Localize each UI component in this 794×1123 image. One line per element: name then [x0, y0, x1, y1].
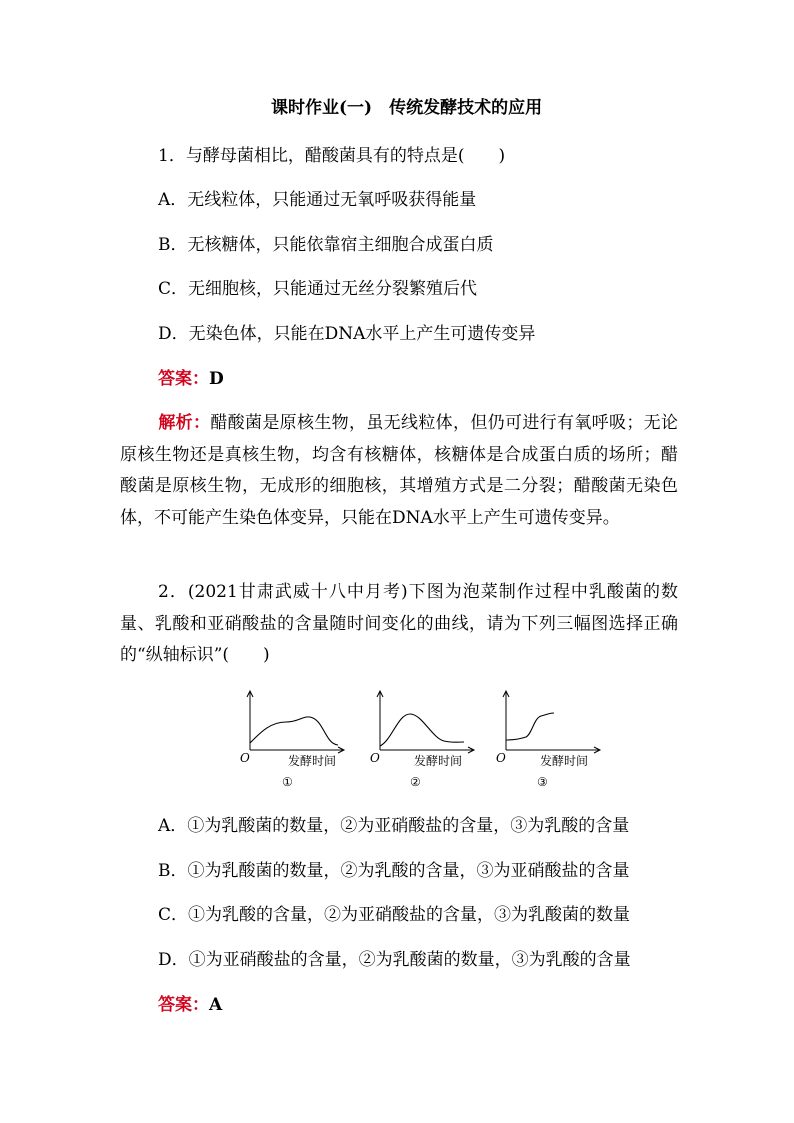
q1-option-d: D．无染色体，只能在DNA水平上产生可遗传变异 [158, 324, 536, 344]
x-axis-label: 发酵时间 [288, 754, 337, 768]
figure-3-graph [494, 688, 604, 793]
q2-source: (2021甘肃武威十八中月考) [187, 582, 408, 602]
answer-label: 答案： [158, 995, 209, 1015]
q1-option-c: C．无细胞核，只能通过无丝分裂繁殖后代 [158, 279, 478, 299]
q2-number: 2． [158, 582, 188, 602]
q2-option-b: B．①为乳酸菌的数量，②为乳酸的含量，③为亚硝酸盐的含量 [158, 861, 630, 881]
x-axis-label: 发酵时间 [540, 754, 589, 768]
q1-option-b: B．无核糖体，只能依靠宿主细胞合成蛋白质 [158, 235, 494, 255]
figure-2-graph [368, 688, 478, 793]
figure-caption: ③ [537, 775, 548, 789]
curve-2 [380, 714, 464, 746]
q1-analysis [120, 408, 678, 534]
origin-label: O [496, 751, 506, 765]
answer-label: 答案： [158, 369, 209, 389]
x-axis-label: 发酵时间 [414, 754, 463, 768]
figure-2 [368, 688, 478, 793]
answer-value: A [209, 995, 223, 1015]
figure-1-graph [238, 688, 348, 793]
question-2-stem [120, 577, 678, 672]
q1-answer [158, 368, 224, 390]
origin-label: O [240, 751, 250, 765]
q2-stem-text: 下图为泡菜制作过程中乳酸菌的数量、乳酸和亚硝酸盐的含量随时间变化的曲线，请为下列三幅图选择正确的“纵轴标识”( ) [120, 582, 678, 665]
figure-1 [238, 688, 348, 793]
analysis-label: 解析： [158, 413, 211, 433]
origin-label: O [370, 751, 380, 765]
question-1-stem: 1．与酵母菌相比，醋酸菌具有的特点是( ) [158, 146, 506, 166]
page-title: 课时作业(一) 传统发酵技术的应用 [271, 98, 543, 118]
q1-option-a: A．无线粒体，只能通过无氧呼吸获得能量 [158, 190, 477, 210]
figure-caption: ② [410, 775, 421, 789]
curve-3 [506, 713, 554, 740]
q2-option-c: C．①为乳酸的含量，②为亚硝酸盐的含量，③为乳酸菌的数量 [158, 905, 631, 925]
figure-3 [494, 688, 604, 793]
answer-value: D [209, 369, 224, 389]
q2-option-d: D．①为亚硝酸盐的含量，②为乳酸菌的数量，③为乳酸的含量 [158, 950, 631, 970]
q2-answer [158, 994, 222, 1016]
analysis-text: 醋酸菌是原核生物，虽无线粒体，但仍可进行有氧呼吸；无论原核生物还是真核生物，均含有核糖体，核糖体是合成蛋白质的场所；醋酸菌是原核生物，无成形的细胞核，其增殖方式是二分裂；醋酸菌无染色体，不可能产生染色体变异，只能在DNA水平上产生可遗传变异。 [120, 413, 679, 528]
curve-1 [250, 717, 338, 745]
figure-caption: ① [282, 775, 293, 789]
q2-option-a: A．①为乳酸菌的数量，②为亚硝酸盐的含量，③为乳酸的含量 [158, 816, 630, 836]
